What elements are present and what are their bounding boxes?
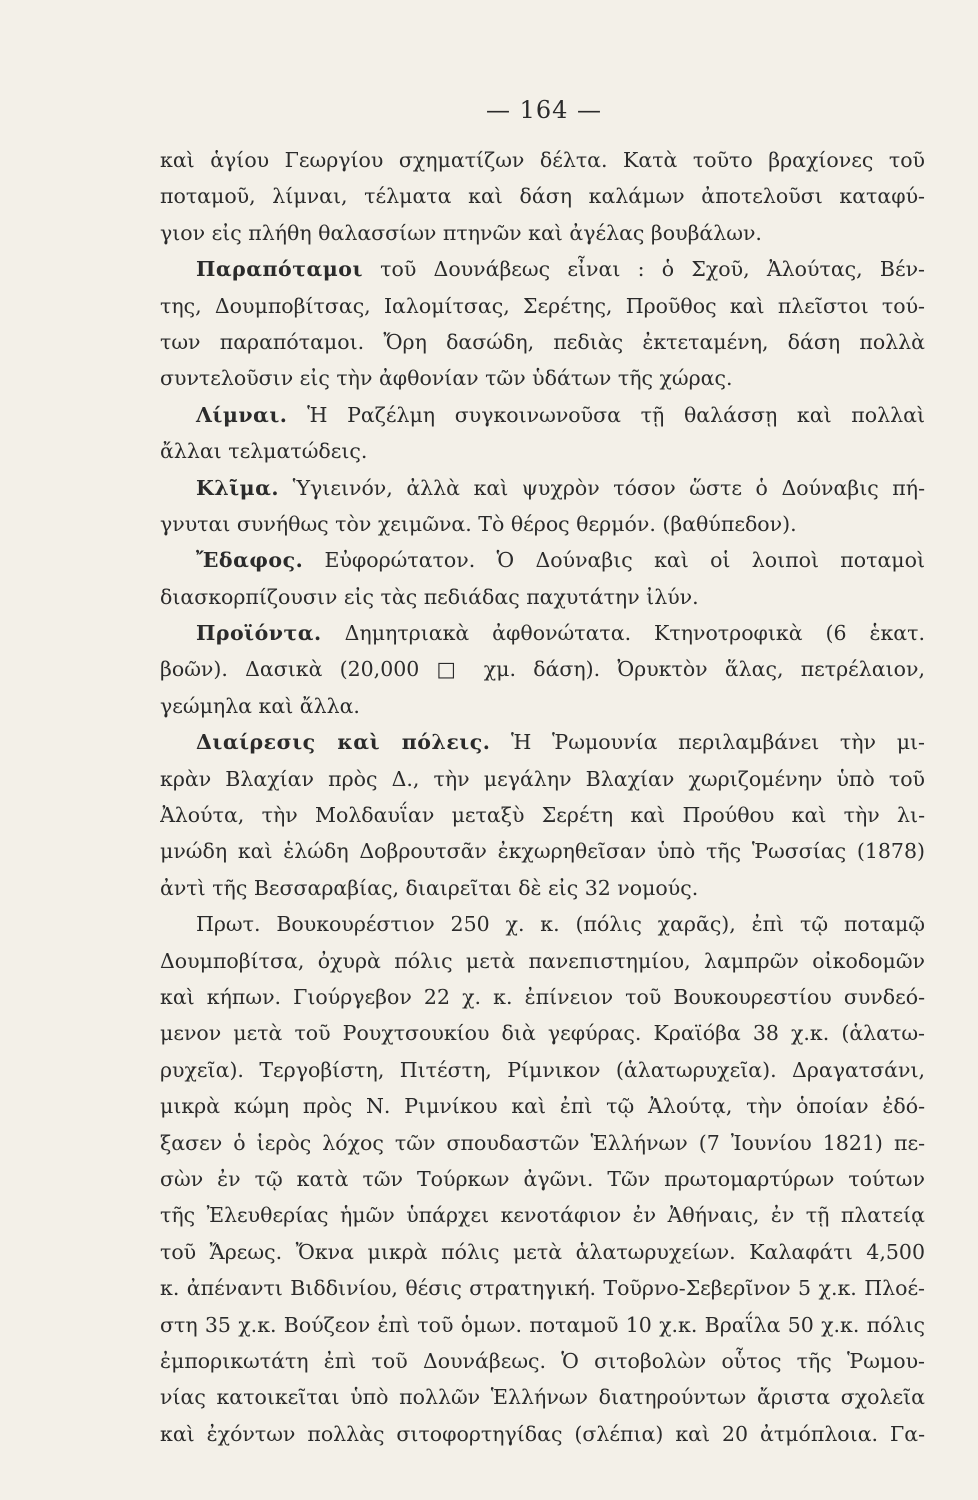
text-line (160, 943, 925, 979)
text-line (160, 761, 925, 797)
line-text: γεώμηλα καὶ ἄλλα. (160, 693, 360, 718)
text-line (160, 797, 925, 833)
text-line (160, 1379, 925, 1415)
line-text: συντελοῦσιν εἰς τὴν ἀφθονίαν τῶν ὑδάτων τῆς χώρας. (160, 366, 733, 391)
text-line (160, 1088, 925, 1124)
line-text: ρυχεῖα). Τεργοβίστη, Πιτέστη, Ρίμνικον (ἁλατωρυχεῖα). Δραγατσάνι, (160, 1057, 925, 1082)
line-text: της, Δουμποβίτσας, Ιαλομίτσας, Σερέτης, Προῦθος καὶ πλεῖστοι τού- (160, 293, 925, 318)
line-text: Δουμποβίτσα, ὀχυρὰ πόλις μετὰ πανεπιστημίου, λαμπρῶν οἰκοδομῶν (160, 948, 925, 973)
line-text: γνυται συνήθως τὸν χειμῶνα. Τὸ θέρος θερμόν. (βαθύπεδον). (160, 511, 797, 536)
text-line (160, 1234, 925, 1270)
text-line (160, 906, 925, 942)
text-line (160, 651, 925, 687)
text-line (160, 724, 925, 760)
line-text: Ἡ Ῥωμουνία περιλαμβάνει τὴν μι- (490, 730, 925, 755)
line-text: τοῦ Δουνάβεως εἶναι : ὁ Σχοῦ, Ἀλούτας, Βέν- (362, 257, 925, 282)
line-text: Ἡ Ραζέλμη συγκοινωνοῦσα τῇ θαλάσσῃ καὶ πολλαὶ (287, 402, 925, 427)
text-line (160, 870, 925, 906)
text-line (160, 688, 925, 724)
section-heading: Λίμναι. (196, 402, 288, 427)
line-text: ποταμοῦ, λίμναι, τέλματα καὶ δάση καλάμων ἀποτελοῦσι καταφύ- (160, 184, 925, 209)
line-text: τοῦ Ἄρεως. Ὄκνα μικρὰ πόλις μετὰ ἁλατωρυχείων. Καλαφάτι 4,500 (160, 1239, 925, 1264)
line-text: Δημητριακὰ ἀφθονώτατα. Κτηνοτροφικὰ (6 ἑκατ. (321, 621, 925, 646)
line-text: διασκορπίζουσιν εἰς τὰς πεδιάδας παχυτάτην ἰλύν. (160, 584, 699, 609)
line-text: Ὑγιεινόν, ἀλλὰ καὶ ψυχρὸν τόσον ὥστε ὁ Δούναβις πή- (279, 475, 925, 500)
line-text: μικρὰ κώμη πρὸς Ν. Ριμνίκου καὶ ἐπὶ τῷ Ἀλούτᾳ, τὴν ὁποίαν ἐδό- (160, 1094, 925, 1119)
line-text: στη 35 χ.κ. Βούζεον ἐπὶ τοῦ ὁμων. ποταμοῦ 10 χ.κ. Βραΐλα 50 χ.κ. πόλις (160, 1312, 925, 1337)
text-line (160, 1307, 925, 1343)
section-heading: Διαίρεσις καὶ πόλεις. (196, 730, 491, 755)
line-text: καὶ ἐχόντων πολλὰς σιτοφορτηγίδας (σλέπια) καὶ 20 ἀτμόπλοια. Γα- (160, 1421, 925, 1446)
text-line (160, 1270, 925, 1306)
line-text: μνώδη καὶ ἑλώδη Δοβρουτσᾶν ἐκχωρηθεῖσαν ὑπὸ τῆς Ῥωσσίας (1878) (160, 839, 925, 864)
line-text: των παραπόταμοι. Ὄρη δασώδη, πεδιὰς ἐκτεταμένη, δάση πολλὰ (160, 329, 925, 354)
line-text: Εὐφορώτατον. Ὁ Δούναβις καὶ οἱ λοιποὶ ποταμοὶ (303, 548, 925, 573)
section-heading: Παραπόταμοι (196, 257, 363, 282)
text-line (160, 1343, 925, 1379)
text-line (160, 1015, 925, 1051)
text-line (160, 397, 925, 433)
text-line (160, 1052, 925, 1088)
text-line (160, 615, 925, 651)
text-line (160, 288, 925, 324)
text-line (160, 178, 925, 214)
line-text: κρὰν Βλαχίαν πρὸς Δ., τὴν μεγάλην Βλαχίαν χωριζομένην ὑπὸ τοῦ (160, 766, 925, 791)
text-line (160, 833, 925, 869)
line-text: νίας κατοικεῖται ὑπὸ πολλῶν Ἑλλήνων διατηρούντων ἄριστα σχολεῖα (160, 1385, 925, 1410)
line-text: βοῶν). Δασικὰ (20,000 □ χμ. δάση). Ὀρυκτὸν ἅλας, πετρέλαιον, (160, 657, 925, 682)
text-line (160, 1416, 925, 1452)
text-line (160, 360, 925, 396)
line-text: τῆς Ἐλευθερίας ἡμῶν ὑπάρχει κενοτάφιον ἐν Ἀθήναις, ἐν τῇ πλατείᾳ (160, 1203, 925, 1228)
line-text: καὶ κήπων. Γιούργεβον 22 χ. κ. ἐπίνειον τοῦ Βουκουρεστίου συνδεό- (160, 984, 925, 1009)
line-text: καὶ ἁγίου Γεωργίου σχηματίζων δέλτα. Κατὰ τοῦτο βραχίονες τοῦ (160, 148, 925, 172)
text-line (160, 1161, 925, 1197)
text-line (160, 215, 925, 251)
text-line (160, 142, 925, 178)
text-line (160, 542, 925, 578)
page-number: — 164 — (485, 96, 603, 124)
text-line (160, 433, 925, 469)
text-line (160, 579, 925, 615)
line-text: κ. ἀπέναντι Βιδδινίου, θέσις στρατηγική. Τοῦρνο-Σεβερῖνον 5 χ.κ. Πλοέ- (160, 1276, 925, 1301)
line-text: ἀντὶ τῆς Βεσσαραβίας, διαιρεῖται δὲ εἰς 32 νομούς. (160, 875, 699, 900)
section-heading: Ἔδαφος. (196, 548, 304, 573)
line-text: μενον μετὰ τοῦ Ρουχτσουκίου διὰ γεφύρας. Κραϊόβα 38 χ.κ. (ἁλατω- (160, 1021, 925, 1046)
text-line (160, 506, 925, 542)
line-text: Ἀλούτα, τὴν Μολδαυΐαν μεταξὺ Σερέτη καὶ Προύθου καὶ τὴν λι- (160, 803, 925, 828)
line-text: ἐμπορικωτάτη ἐπὶ τοῦ Δουνάβεως. Ὁ σιτοβολὼν οὗτος τῆς Ῥωμου- (160, 1348, 925, 1373)
text-line (160, 1125, 925, 1161)
text-line (160, 470, 925, 506)
text-line (160, 324, 925, 360)
line-text: σὼν ἐν τῷ κατὰ τῶν Τούρκων ἀγῶνι. Τῶν πρωτομαρτύρων τούτων (160, 1166, 925, 1191)
section-heading: Κλῖμα. (196, 475, 280, 500)
line-text: Πρωτ. Βουκουρέστιον 250 χ. κ. (πόλις χαρᾶς), ἐπὶ τῷ ποταμῷ (196, 912, 925, 937)
text-body (160, 142, 928, 1452)
section-heading: Προϊόντα. (196, 621, 322, 646)
text-line (160, 1197, 925, 1233)
text-line (160, 979, 925, 1015)
line-text: ἄλλαι τελματώδεις. (160, 439, 368, 464)
line-text: ξασεν ὁ ἱερὸς λόχος τῶν σπουδαστῶν Ἑλλήνων (7 Ἰουνίου 1821) πε- (160, 1130, 925, 1155)
line-text: γιον εἰς πλήθη θαλασσίων πτηνῶν καὶ ἀγέλας βουβάλων. (160, 220, 762, 245)
text-line (160, 251, 925, 287)
